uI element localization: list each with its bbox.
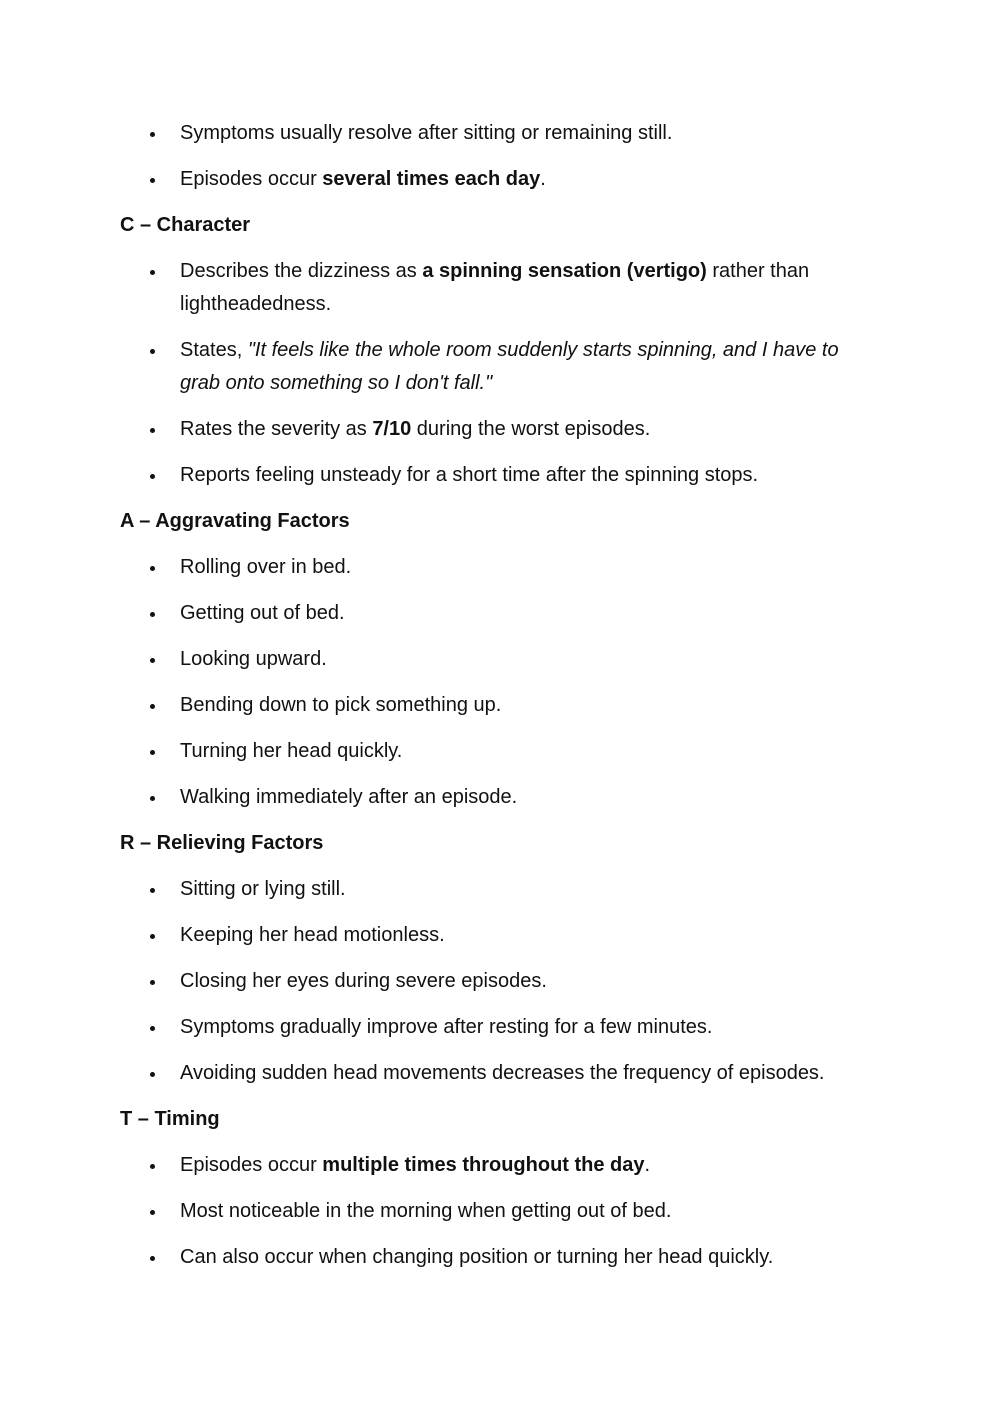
list-item — [120, 413, 880, 446]
item-text: Reports feeling unsteady for a short time after the spinning stops. — [180, 464, 759, 486]
bullet-icon — [150, 566, 155, 571]
item-text: Getting out of bed. — [180, 602, 345, 624]
bullet-icon — [150, 1164, 155, 1169]
item-text: Bending down to pick something up. — [180, 694, 502, 716]
bullet-icon — [150, 474, 155, 479]
item-text: Symptoms gradually improve after resting for a few minutes. — [180, 1016, 713, 1038]
bold-text: multiple times throughout the day — [322, 1154, 645, 1176]
list-item — [120, 163, 880, 196]
bullet-icon — [150, 428, 155, 433]
item-text: Symptoms usually resolve after sitting or remaining still. — [180, 122, 673, 144]
item-text: Avoiding sudden head movements decreases the frequency of episodes. — [180, 1062, 825, 1084]
item-text: Most noticeable in the morning when getting out of bed. — [180, 1200, 672, 1222]
bold-text: a spinning sensation (vertigo) — [422, 260, 707, 282]
list-item — [120, 117, 880, 150]
list-item — [120, 1149, 880, 1182]
bullet-icon — [150, 270, 155, 275]
list-item — [120, 643, 880, 676]
bullet-icon — [150, 750, 155, 755]
list-item — [120, 965, 880, 998]
bold-text: 7/10 — [372, 418, 412, 440]
list-item — [120, 689, 880, 722]
bullet-icon — [150, 178, 155, 183]
bullet-icon — [150, 888, 155, 893]
item-text: . — [644, 1154, 651, 1176]
section-heading: A – Aggravating Factors — [120, 510, 350, 532]
list-item — [120, 551, 880, 584]
item-text: rather than lightheadedness. — [180, 260, 810, 315]
list-item — [120, 735, 880, 768]
item-text: Turning her head quickly. — [180, 740, 403, 762]
bullet-icon — [150, 704, 155, 709]
list-item — [120, 459, 880, 492]
bullet-icon — [150, 934, 155, 939]
item-text: Rolling over in bed. — [180, 556, 352, 578]
list-item — [120, 1011, 880, 1044]
item-text: Describes the dizziness as — [180, 260, 423, 282]
section-heading: T – Timing — [120, 1108, 220, 1130]
item-text: Can also occur when changing position or turning her head quickly. — [180, 1246, 774, 1268]
bullet-icon — [150, 132, 155, 137]
document-body — [120, 117, 880, 1287]
item-text: States, — [180, 339, 248, 361]
list-item — [120, 255, 880, 321]
item-text: Episodes occur — [180, 1154, 323, 1176]
section-heading: R – Relieving Factors — [120, 832, 324, 854]
list-item — [120, 1241, 880, 1274]
item-text: Rates the severity as — [180, 418, 373, 440]
quoted-text: "It feels like the whole room suddenly starts spinning, and I have to grab onto something so I don't fall." — [180, 339, 839, 394]
bold-text: several times each day — [322, 168, 541, 190]
item-text: Closing her eyes during severe episodes. — [180, 970, 547, 992]
bullet-icon — [150, 796, 155, 801]
bullet-icon — [150, 1256, 155, 1261]
list-item — [120, 919, 880, 952]
list-item — [120, 873, 880, 906]
item-text: Episodes occur — [180, 168, 323, 190]
bullet-list — [120, 255, 880, 492]
item-text: . — [540, 168, 546, 190]
bullet-icon — [150, 1210, 155, 1215]
list-item — [120, 781, 880, 814]
bullet-list — [120, 1149, 880, 1274]
bullet-list — [120, 873, 880, 1090]
item-text: Walking immediately after an episode. — [180, 786, 518, 808]
bullet-icon — [150, 612, 155, 617]
section-heading: C – Character — [120, 214, 251, 236]
bullet-icon — [150, 658, 155, 663]
item-text: Looking upward. — [180, 648, 327, 670]
bullet-icon — [150, 980, 155, 985]
list-item — [120, 597, 880, 630]
bullet-icon — [150, 349, 155, 354]
list-item — [120, 1057, 880, 1090]
bullet-icon — [150, 1026, 155, 1031]
bullet-icon — [150, 1072, 155, 1077]
list-item — [120, 334, 880, 400]
item-text: during the worst episodes. — [411, 418, 651, 440]
bullet-list — [120, 117, 880, 196]
bullet-list — [120, 551, 880, 814]
item-text: Keeping her head motionless. — [180, 924, 445, 946]
item-text: Sitting or lying still. — [180, 878, 346, 900]
list-item — [120, 1195, 880, 1228]
